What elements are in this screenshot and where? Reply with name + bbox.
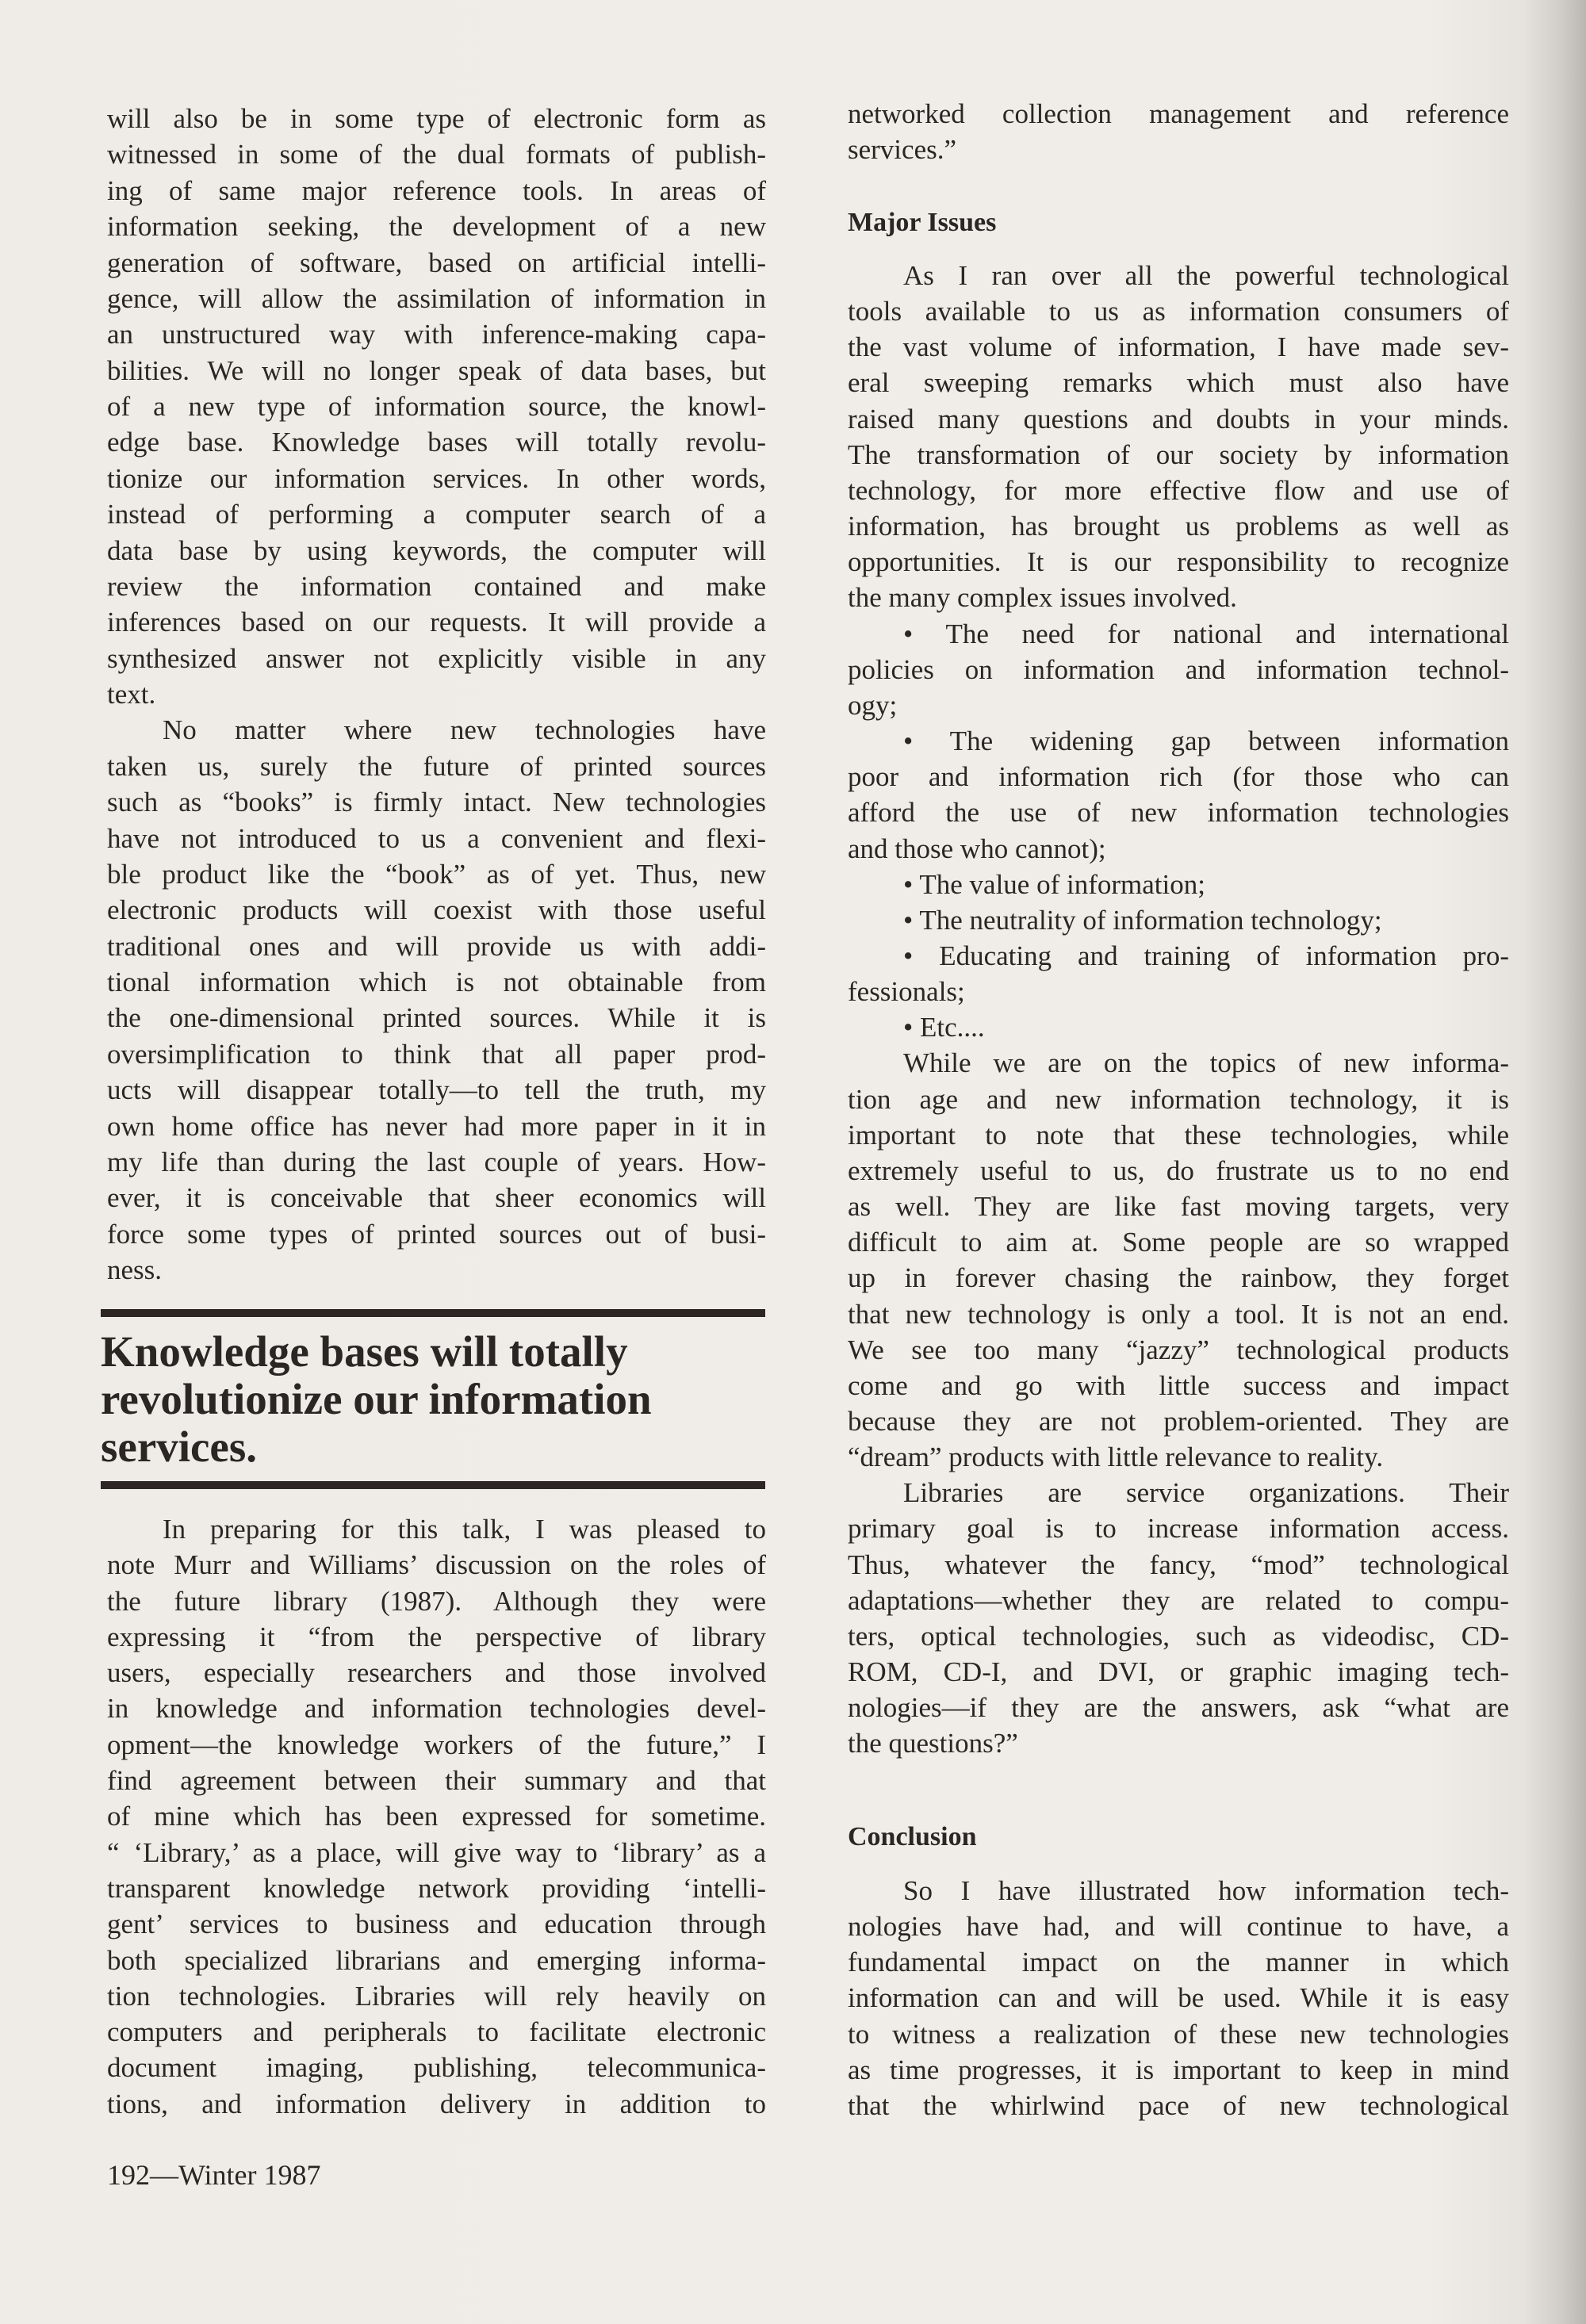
text-line: text. xyxy=(107,679,156,710)
text-line: extremely useful to us, do frustrate us to no end xyxy=(848,1154,1509,1186)
text-line: review the information contained and make xyxy=(107,570,766,602)
text-line: both specialized librarians and emerging informa- xyxy=(107,1944,766,1976)
text-line: ogy; xyxy=(848,689,898,721)
text-line: eral sweeping remarks which must also have xyxy=(848,367,1509,399)
text-line: transparent knowledge network providing ‘intelli- xyxy=(107,1872,766,1904)
text-line: ness. xyxy=(107,1254,163,1285)
text-line: tionize our information services. In other words, xyxy=(107,462,766,494)
text-line: policies on information and information technol- xyxy=(848,653,1509,685)
text-line: as well. They are like fast moving targets, very xyxy=(848,1191,1509,1223)
text-line: As I ran over all the powerful technological xyxy=(903,260,1509,291)
pull-quote-bottom-rule xyxy=(101,1481,765,1489)
text-line: an unstructured way with inference-making capa- xyxy=(107,319,766,350)
text-line: traditional ones and will provide us with addi- xyxy=(107,930,766,962)
text-line: nologies—if they are the answers, ask “what are xyxy=(848,1692,1509,1724)
text-line: electronic products will coexist with those useful xyxy=(107,894,766,926)
right-column-text-continuation xyxy=(848,96,1509,167)
text-line: ever, it is conceivable that sheer economics will xyxy=(107,1182,766,1214)
text-line: tools available to us as information consumers of xyxy=(848,296,1509,327)
text-line: of mine which has been expressed for sometime. xyxy=(107,1801,766,1832)
text-line: services.” xyxy=(848,134,957,166)
text-line: tion technologies. Libraries will rely heavily on xyxy=(107,1980,766,2012)
text-line: Libraries are service organizations. Their xyxy=(903,1477,1509,1509)
text-line: oversimplification to think that all paper prod- xyxy=(107,1038,766,1070)
text-line: the questions?” xyxy=(848,1728,1018,1759)
text-line: the future library (1987). Although they were xyxy=(107,1585,766,1617)
pull-quote-line: revolutionize our information xyxy=(101,1375,652,1423)
text-line: ROM, CD-I, and DVI, or graphic imaging tech- xyxy=(848,1656,1509,1688)
text-line: up in forever chasing the rainbow, they forget xyxy=(848,1262,1509,1294)
text-line: my life than during the last couple of years. How- xyxy=(107,1146,766,1177)
text-line: synthesized answer not explicitly visible in any xyxy=(107,642,766,674)
text-line: users, especially researchers and those involved xyxy=(107,1657,766,1689)
text-line: document imaging, publishing, telecommunica- xyxy=(107,2052,766,2084)
text-line: the vast volume of information, I have made sev- xyxy=(848,331,1509,363)
text-line: technology, for more effective flow and use of xyxy=(848,474,1509,506)
text-line: because they are not problem-oriented. They are xyxy=(848,1406,1509,1437)
text-line: the one-dimensional printed sources. While it is xyxy=(107,1002,766,1034)
text-line: • The value of information; xyxy=(903,868,1205,900)
text-line: to witness a realization of these new technologies xyxy=(848,2018,1509,2050)
text-line: in knowledge and information technologies devel- xyxy=(107,1693,766,1725)
text-line: ters, optical technologies, such as videodisc, CD- xyxy=(848,1620,1509,1652)
text-line: opment—the knowledge workers of the future,” I xyxy=(107,1729,766,1760)
text-line: The transformation of our society by information xyxy=(848,438,1509,470)
text-line: of a new type of information source, the knowl- xyxy=(107,391,766,422)
text-line: We see too many “jazzy” technological products xyxy=(848,1334,1509,1365)
text-line: “dream” products with little relevance to reality. xyxy=(848,1441,1384,1473)
text-line: data base by using keywords, the computer will xyxy=(107,534,766,566)
text-line: gence, will allow the assimilation of information in xyxy=(107,282,766,314)
text-line: adaptations—whether they are related to compu- xyxy=(848,1584,1509,1616)
text-line: own home office has never had more paper in it in xyxy=(107,1110,766,1142)
text-line: fessionals; xyxy=(848,976,965,1008)
text-line: find agreement between their summary and that xyxy=(107,1765,766,1797)
text-line: “ ‘Library,’ as a place, will give way to ‘library’ as a xyxy=(107,1836,766,1868)
pull-quote-top-rule xyxy=(101,1309,765,1317)
text-line: tions, and information delivery in addition to xyxy=(107,2088,766,2119)
text-line: afford the use of new information technologies xyxy=(848,797,1509,829)
text-line: force some types of printed sources out of busi- xyxy=(107,1218,766,1250)
text-line: opportunities. It is our responsibility to recognize xyxy=(848,546,1509,578)
text-line: taken us, surely the future of printed sources xyxy=(107,750,766,782)
page-folio: 192—Winter 1987 xyxy=(107,2159,321,2191)
text-line: tion age and new information technology, it is xyxy=(848,1083,1509,1115)
text-line: poor and information rich (for those who can xyxy=(848,761,1509,793)
text-line: computers and peripherals to facilitate electronic xyxy=(107,2016,766,2048)
text-line: information can and will be used. While it is easy xyxy=(848,1982,1509,2014)
pull-quote xyxy=(101,1328,775,1471)
text-line: nologies have had, and will continue to have, a xyxy=(848,1911,1509,1943)
text-line: raised many questions and doubts in your minds. xyxy=(848,403,1509,435)
section-heading-major-issues: Major Issues xyxy=(848,208,997,237)
text-line: • Etc.... xyxy=(903,1012,985,1043)
text-line: come and go with little success and impact xyxy=(848,1369,1509,1401)
text-line: No matter where new technologies have xyxy=(163,714,766,746)
text-line: • The need for national and international xyxy=(903,618,1509,649)
text-line: note Murr and Williams’ discussion on the roles of xyxy=(107,1549,766,1581)
text-line: expressing it “from the perspective of library xyxy=(107,1621,766,1652)
text-line: ing of same major reference tools. In areas of xyxy=(107,174,766,206)
text-line: primary goal is to increase information access. xyxy=(848,1513,1509,1545)
text-line: fundamental impact on the manner in which xyxy=(848,1947,1509,1978)
pull-quote-line: Knowledge bases will totally xyxy=(101,1327,628,1376)
left-column-text-top xyxy=(107,101,766,1288)
conclusion-body xyxy=(848,1873,1509,2123)
text-line: that the whirlwind pace of new technological xyxy=(848,2089,1509,2121)
text-line: information, has brought us problems as well as xyxy=(848,511,1509,542)
section-heading-conclusion: Conclusion xyxy=(848,1822,977,1851)
text-line: While we are on the topics of new informa- xyxy=(903,1047,1509,1079)
text-line: that new technology is only a tool. It is not an end. xyxy=(848,1298,1509,1330)
text-line: • The neutrality of information technology; xyxy=(903,904,1382,936)
text-line: have not introduced to us a convenient and flexi- xyxy=(107,822,766,854)
text-line: instead of performing a computer search of a xyxy=(107,499,766,530)
text-line: Thus, whatever the fancy, “mod” technological xyxy=(848,1549,1509,1580)
text-line: • Educating and training of information pro- xyxy=(903,940,1509,971)
text-line: • The widening gap between information xyxy=(903,726,1509,757)
text-line: generation of software, based on artificial intelli- xyxy=(107,247,766,278)
left-column-text-bottom xyxy=(107,1511,766,2122)
text-line: networked collection management and reference xyxy=(848,98,1509,129)
text-line: will also be in some type of electronic form as xyxy=(107,103,766,134)
text-line: witnessed in some of the dual formats of publish- xyxy=(107,139,766,170)
text-line: gent’ services to business and education through xyxy=(107,1909,766,1940)
text-line: important to note that these technologies, while xyxy=(848,1119,1509,1151)
major-issues-body xyxy=(848,258,1509,1762)
text-line: the many complex issues involved. xyxy=(848,582,1237,614)
text-line: information seeking, the development of a new xyxy=(107,211,766,243)
text-line: ucts will disappear totally—to tell the truth, my xyxy=(107,1074,766,1106)
text-line: inferences based on our requests. It will provide a xyxy=(107,607,766,638)
pull-quote-line: services. xyxy=(101,1422,257,1471)
text-line: In preparing for this talk, I was pleased to xyxy=(163,1514,766,1545)
text-line: ble product like the “book” as of yet. Thus, new xyxy=(107,858,766,890)
text-line: edge base. Knowledge bases will totally revolu- xyxy=(107,427,766,458)
text-line: bilities. We will no longer speak of data bases, but xyxy=(107,354,766,386)
text-line: such as “books” is firmly intact. New technologies xyxy=(107,787,766,818)
text-line: tional information which is not obtainable from xyxy=(107,967,766,997)
text-line: and those who cannot); xyxy=(848,833,1106,864)
text-line: So I have illustrated how information tech- xyxy=(903,1875,1509,1906)
text-line: difficult to aim at. Some people are so wrapped xyxy=(848,1227,1509,1258)
text-line: as time progresses, it is important to keep in mind xyxy=(848,2054,1509,2085)
